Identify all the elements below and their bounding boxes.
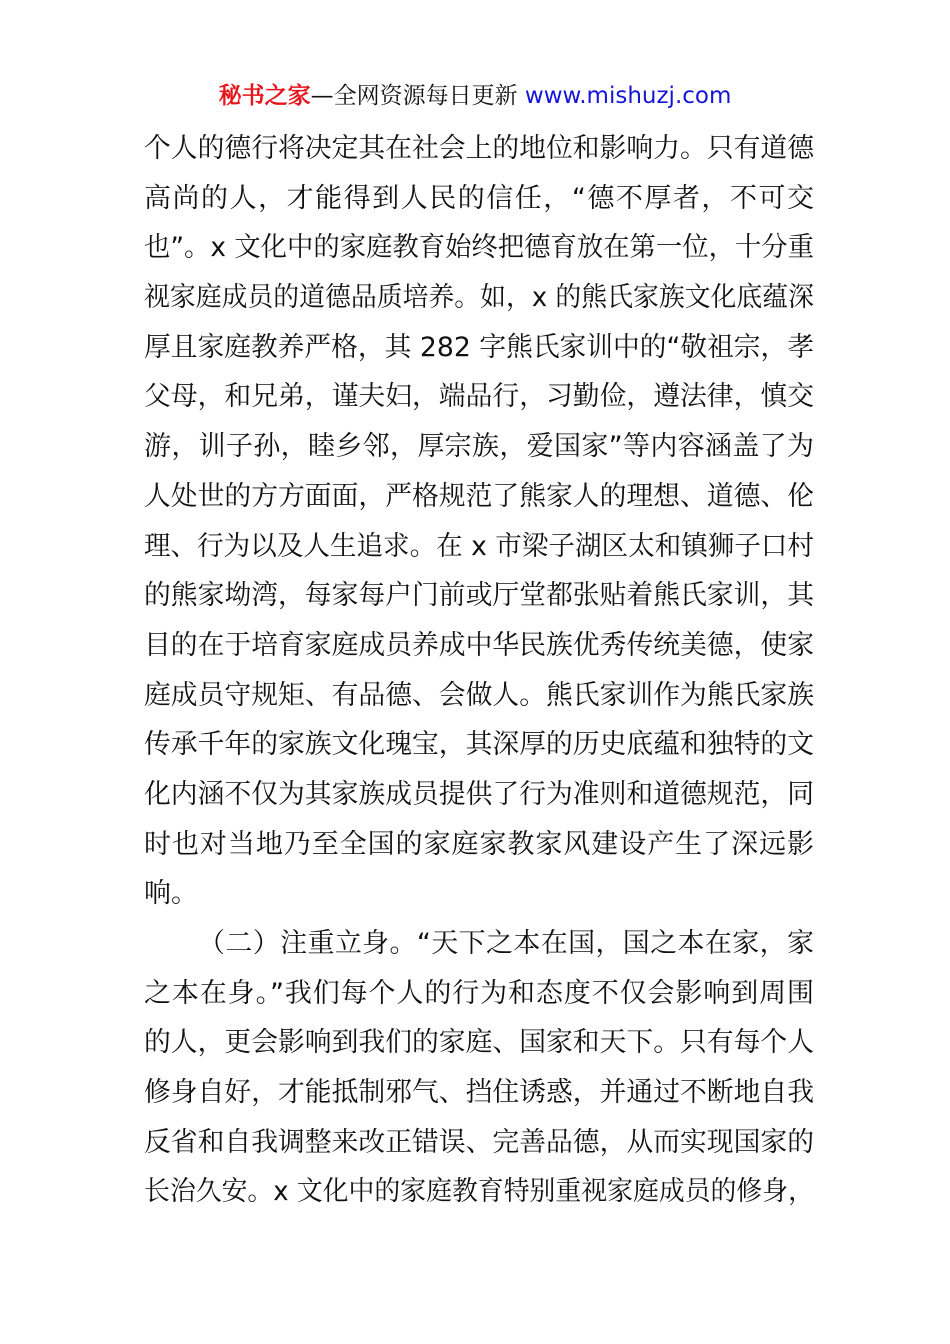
text-line: 庭成员守规矩、有品德、会做人。熊氏家训作为熊氏家族 <box>144 679 814 711</box>
page-header <box>0 80 950 112</box>
text-line: 厚且家庭教养严格，其 282 字熊氏家训中的“敬祖宗，孝 <box>144 331 814 363</box>
text-line: 响。 <box>144 878 198 910</box>
text-line: 修身自好，才能抵制邪气、挡住诱惑，并通过不断地自我 <box>144 1077 814 1109</box>
document-body <box>144 124 814 1217</box>
header-url-link[interactable]: www.mishuzj.com <box>524 83 732 109</box>
text-line: 长治久安。x 文化中的家庭教育特别重视家庭成员的修身， <box>144 1176 814 1208</box>
text-line: 的熊家坳湾，每家每户门前或厅堂都张贴着熊氏家训，其 <box>144 580 814 612</box>
text-line: 传承千年的家族文化瑰宝，其深厚的历史底蕴和独特的文 <box>144 729 814 761</box>
text-line: 之本在身。”我们每个人的行为和态度不仅会影响到周围 <box>144 977 815 1009</box>
text-line: 人处世的方方面面，严格规范了熊家人的理想、道德、伦 <box>144 480 814 512</box>
text-line: 反省和自我调整来改正错误、完善品德，从而实现国家的 <box>144 1126 814 1158</box>
text-line: 时也对当地乃至全国的家庭家教家风建设产生了深远影 <box>144 828 815 860</box>
text-line: 高尚的人，才能得到人民的信任，“德不厚者，不可交 <box>144 182 816 214</box>
text-line: 理、行为以及人生追求。在 x 市梁子湖区太和镇狮子口村 <box>144 530 814 562</box>
text-line: （二）注重立身。“天下之本在国，国之本在家，家 <box>198 928 815 959</box>
text-line: 目的在于培育家庭成员养成中华民族优秀传统美德，使家 <box>144 629 814 661</box>
text-line: 个人的德行将决定其在社会上的地位和影响力。只有道德 <box>144 133 814 164</box>
header-brand: 秘书之家 <box>218 83 311 109</box>
text-line: 父母，和兄弟，谨夫妇，端品行，习勤俭，遵法律，慎交 <box>144 381 814 413</box>
text-line: 视家庭成员的道德品质培养。如，x 的熊氏家族文化底蕴深 <box>144 282 814 314</box>
header-tagline: —全网资源每日更新 <box>310 83 525 109</box>
text-line: 游，训子孙，睦乡邻，厚宗族，爱国家”等内容涵盖了为 <box>144 431 815 463</box>
text-line: 化内涵不仅为其家族成员提供了行为准则和道德规范，同 <box>144 778 814 810</box>
text-line: 也”。x 文化中的家庭教育始终把德育放在第一位，十分重 <box>144 232 814 264</box>
text-line: 的人，更会影响到我们的家庭、国家和天下。只有每个人 <box>144 1027 814 1059</box>
